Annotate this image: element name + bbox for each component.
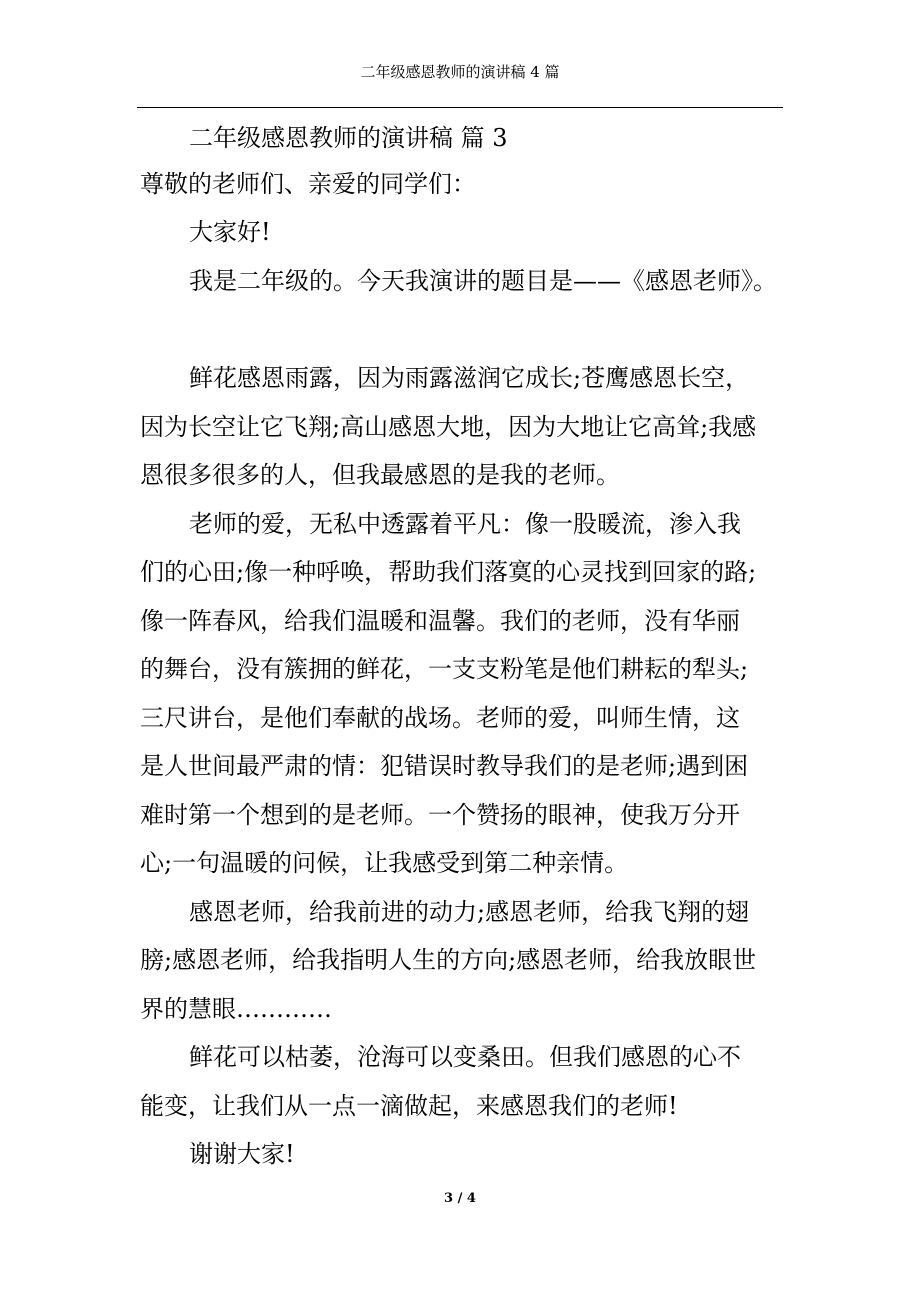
paragraph-line: 心;一句温暖的问候，让我感受到第二种亲情。 bbox=[140, 849, 629, 877]
greeting: 大家好! bbox=[189, 218, 271, 246]
paragraph-line: 鲜花感恩雨露，因为雨露滋润它成长;苍鹰感恩长空， bbox=[189, 364, 750, 392]
header-divider bbox=[137, 107, 783, 108]
section-heading: 二年级感恩教师的演讲稿 篇 3 bbox=[189, 124, 508, 152]
paragraph-line: 三尺讲台，是他们奉献的战场。老师的爱，叫师生情，这 bbox=[140, 704, 740, 732]
paragraph-line: 恩很多很多的人，但我最感恩的是我的老师。 bbox=[140, 461, 620, 489]
paragraph-line: 是人世间最严肃的情：犯错误时教导我们的是老师;遇到困 bbox=[140, 752, 749, 780]
paragraph-line: 老师的爱，无私中透露着平凡：像一股暖流，渗入我 bbox=[189, 510, 741, 538]
paragraph-line: 因为长空让它飞翔;高山感恩大地，因为大地让它高耸;我感 bbox=[140, 413, 757, 441]
salutation: 尊敬的老师们、亲爱的同学们： bbox=[140, 170, 476, 198]
paragraph-line: 们的心田;像一种呼唤，帮助我们落寞的心灵找到回家的路; bbox=[140, 558, 757, 586]
paragraph-line: 鲜花可以枯萎，沧海可以变桑田。但我们感恩的心不 bbox=[189, 1043, 741, 1071]
paragraph-line: 能变，让我们从一点一滴做起，来感恩我们的老师! bbox=[140, 1092, 678, 1120]
intro-line: 我是二年级的。今天我演讲的题目是——《感恩老师》。 bbox=[189, 267, 777, 295]
paragraph-line: 膀;感恩老师，给我指明人生的方向;感恩老师，给我放眼世 bbox=[140, 946, 757, 974]
paragraph-line: 的舞台，没有簇拥的鲜花，一支支粉笔是他们耕耘的犁头; bbox=[140, 655, 749, 683]
closing-line: 谢谢大家! bbox=[189, 1140, 295, 1168]
paragraph-line: 难时第一个想到的是老师。一个赞扬的眼神，使我万分开 bbox=[140, 801, 740, 829]
page-header-title: 二年级感恩教师的演讲稿 4 篇 bbox=[360, 63, 560, 81]
paragraph-line: 界的慧眼………… bbox=[140, 995, 332, 1023]
page-number: 3 / 4 bbox=[444, 1191, 476, 1206]
paragraph-line: 感恩老师，给我前进的动力;感恩老师，给我飞翔的翅 bbox=[189, 898, 750, 926]
paragraph-line: 像一阵春风，给我们温暖和温馨。我们的老师，没有华丽 bbox=[140, 607, 740, 635]
